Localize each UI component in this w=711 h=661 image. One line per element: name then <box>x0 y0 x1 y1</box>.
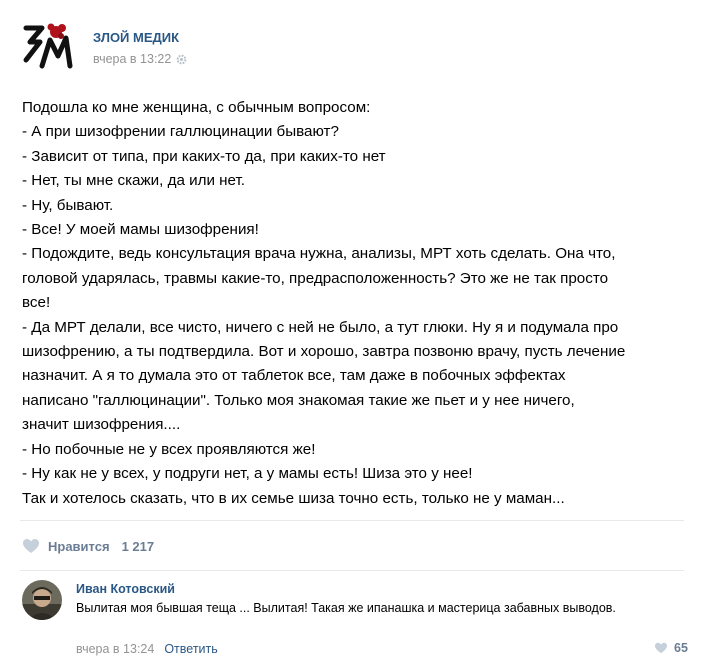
post-text-line: - Нет, ты мне скажи, да или нет. <box>22 172 245 190</box>
comment-text: Вылитая моя бывшая теща ... Вылитая! Такая же ипанашка и мастерица забавных выводов. <box>76 601 616 615</box>
gear-icon <box>176 54 187 65</box>
post-text-line: головой ударялась, травмы какие-то, предрасположенность? Это же не так просто <box>22 269 609 287</box>
post-text-line: написано "галлюцинации". Только моя знакомая такие же пьет и у нее ничего, <box>22 391 575 409</box>
comment-timestamp[interactable]: вчера в 13:24 <box>76 642 155 656</box>
post-text-line: назначит. А я то думала это от таблеток все, там даже в побочных эффектах <box>22 367 566 385</box>
community-logo[interactable] <box>20 20 76 72</box>
like-button[interactable] <box>22 538 154 554</box>
comment-like-count: 65 <box>674 641 688 655</box>
post-text-line: - А при шизофрении галлюцинации бывают? <box>22 123 339 141</box>
comment-author-link[interactable]: Иван Котовский <box>76 582 175 596</box>
post-text-line: Подошла ко мне женщина, с обычным вопросом: <box>22 99 371 116</box>
heart-icon <box>22 538 40 554</box>
like-label: Нравится <box>48 538 110 554</box>
post-author-link[interactable]: ЗЛОЙ МЕДИК <box>93 30 180 45</box>
post-text-line: - Ну как не у всех, у подруги нет, а у мамы есть! Шиза это у нее! <box>22 465 473 483</box>
post-time-text[interactable]: вчера в 13:22 <box>93 52 172 66</box>
post-text-line: шизофрению, а ты подтвердила. Вот и хорошо, завтра позвоню врачу, пусть лечение <box>22 343 626 361</box>
post-text-line: - Все! У моей мамы шизофрения! <box>22 221 259 239</box>
post-divider <box>20 520 684 521</box>
like-count: 1 217 <box>121 538 155 554</box>
post-text-line: - Но побочные не у всех проявляются же! <box>22 440 316 458</box>
post-text-line: - Зависит от типа, при каких-то да, при каких-то нет <box>22 147 386 165</box>
comment-meta <box>76 642 218 656</box>
heart-icon <box>654 642 668 654</box>
post-timestamp[interactable] <box>93 52 187 66</box>
post-text-line: Так и хотелось сказать, что в их семье шиза точно есть, только не у маман... <box>22 489 565 507</box>
reply-button[interactable]: Ответить <box>164 642 218 656</box>
post-text-line: - Подождите, ведь консультация врача нужна, анализы, МРТ хоть сделать. Она что, <box>22 245 616 263</box>
post-text-line: - Ну, бывают. <box>22 196 114 214</box>
post-text-line: - Да МРТ делали, все чисто, ничего с ней не было, а тут глюки. Ну я и подумала про <box>22 318 619 336</box>
post-text-line: значит шизофрения.... <box>22 416 181 434</box>
avatar[interactable] <box>22 580 62 620</box>
comments-divider <box>20 570 684 571</box>
post-text-line: все! <box>22 294 51 312</box>
comment-like-button[interactable] <box>654 641 688 655</box>
post-text <box>22 96 694 511</box>
